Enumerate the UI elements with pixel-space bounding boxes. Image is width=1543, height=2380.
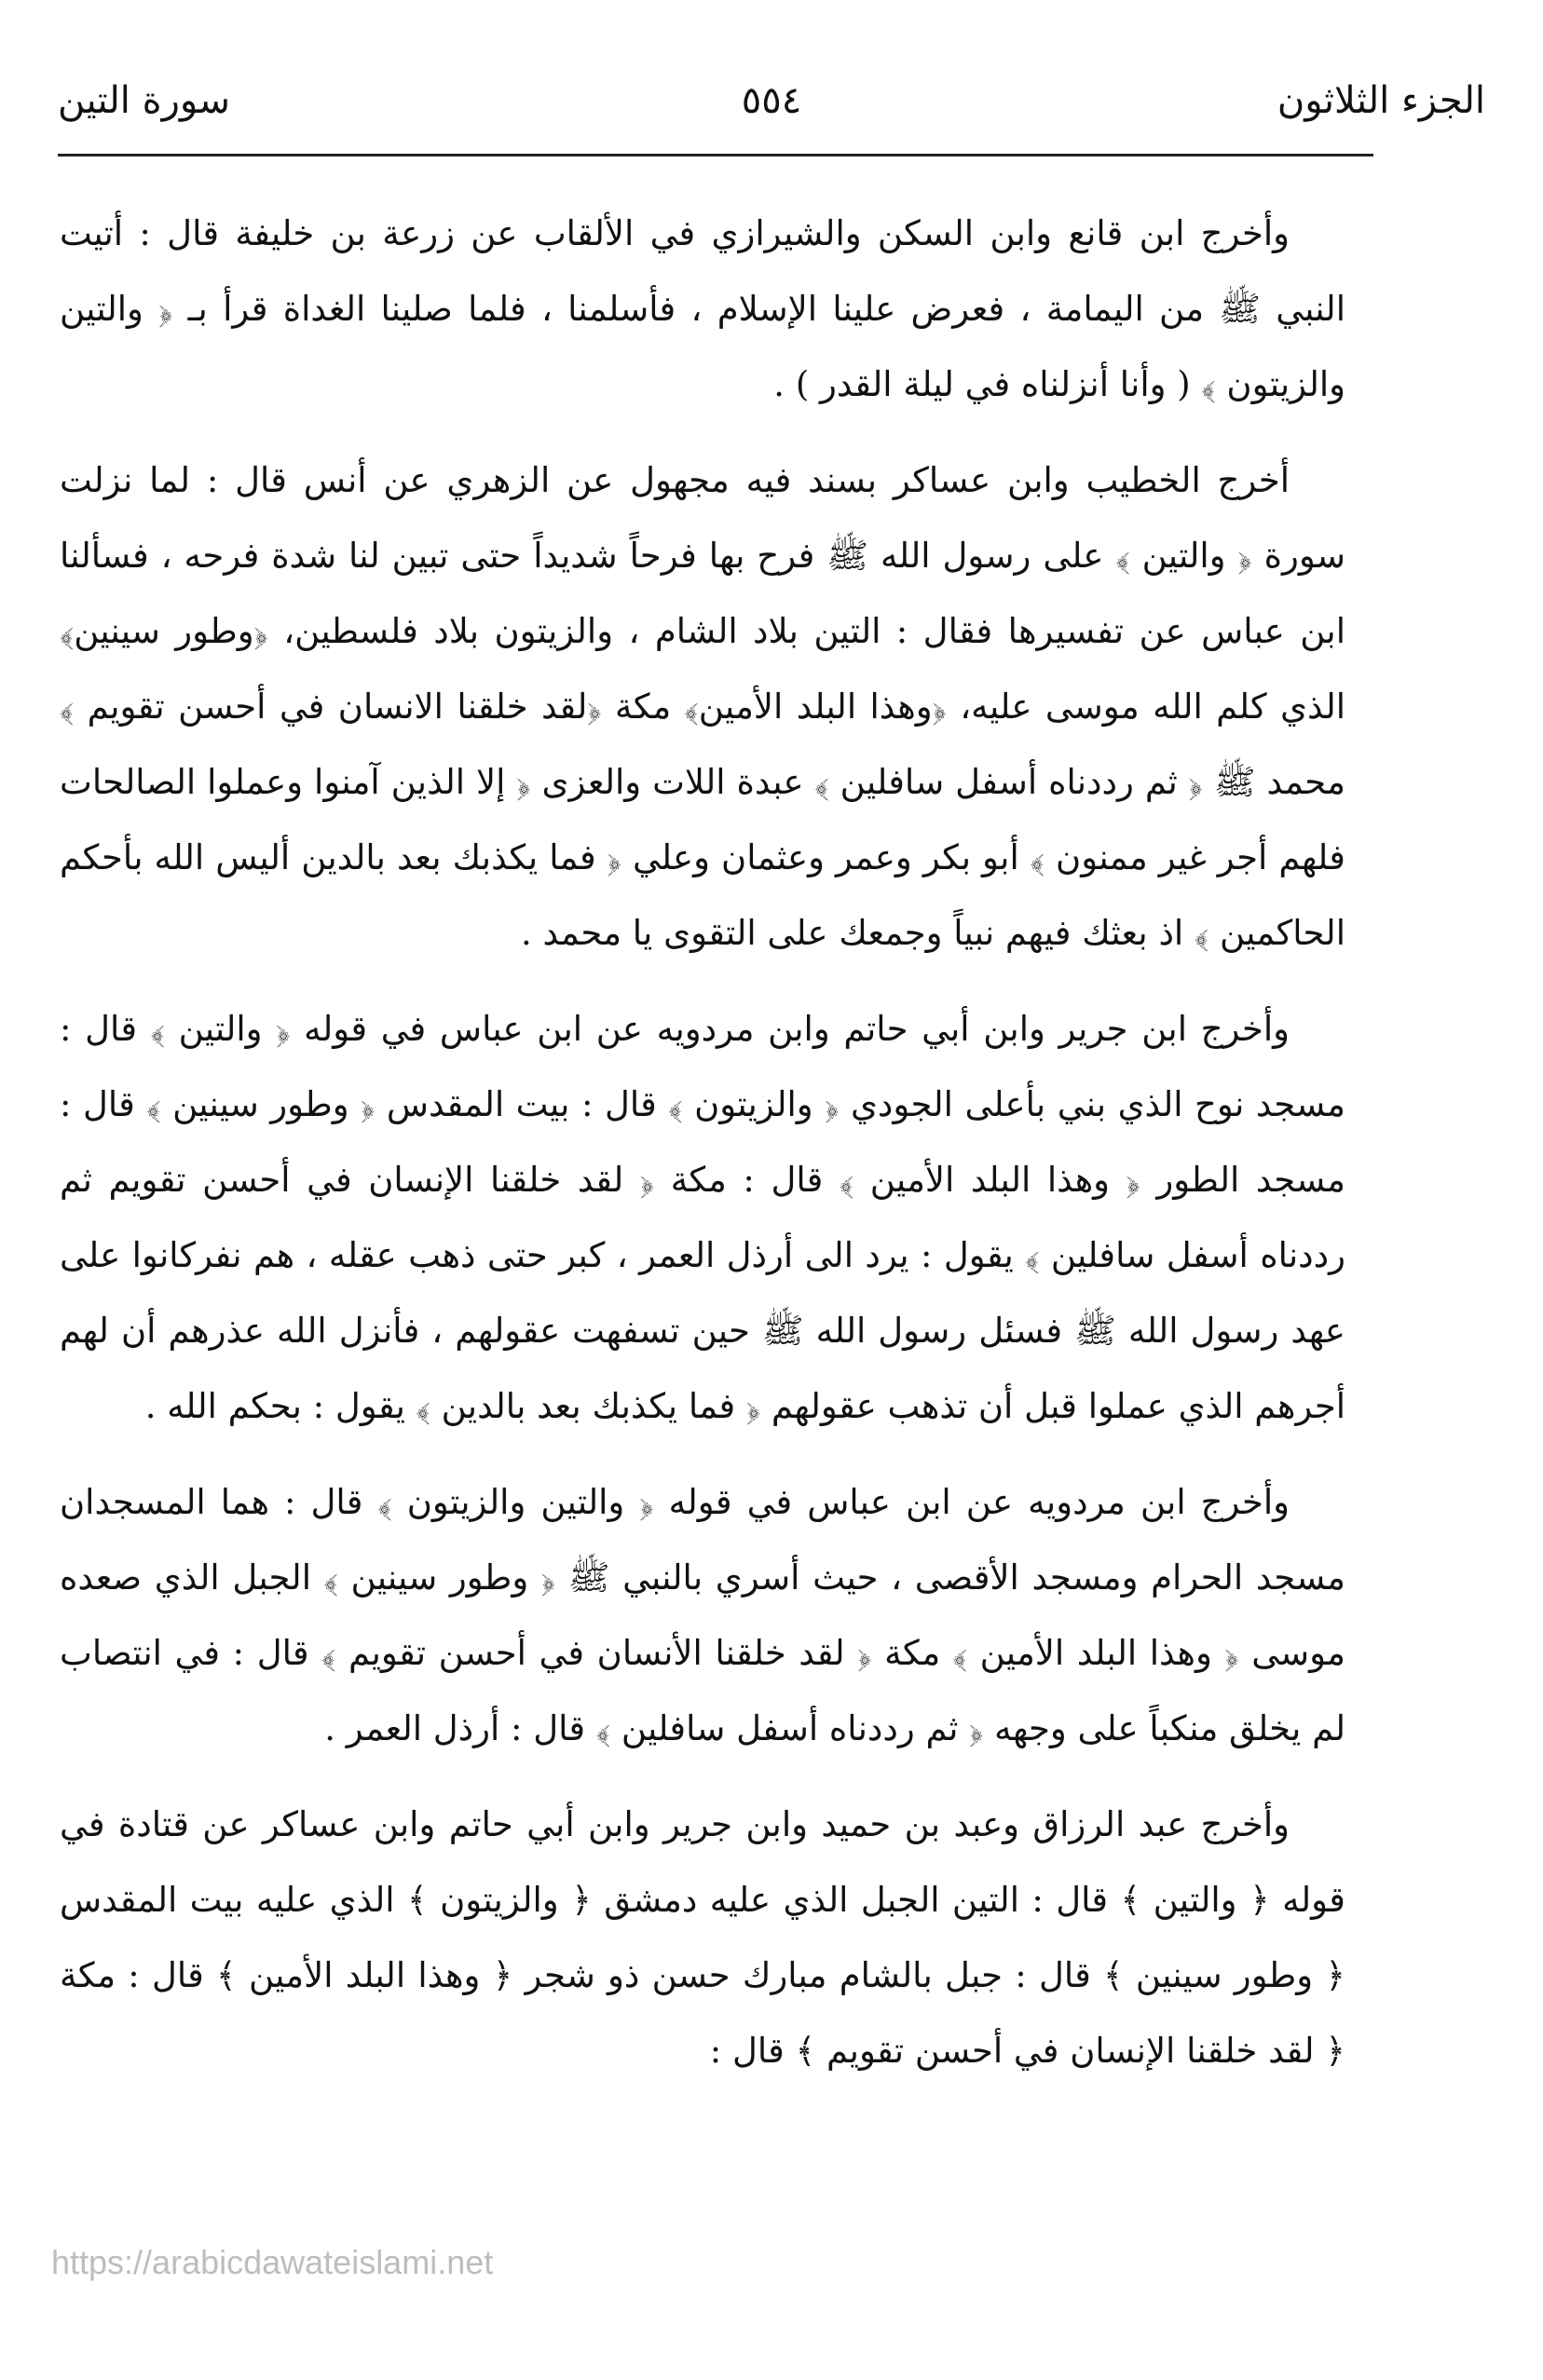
paragraph: وأخرج ابن مردويه عن ابن عباس في قوله ﴿ والتين والزيتون ﴾ قال : هما المسجدان مسجد الحرام ومسجد الأقصى ، حيث أسري بالنبي ﷺ ﴿ وطور سينين ﴾ الجبل الذي صعده موسى ﴿ وهذا البلد الأمين ﴾ مكة ﴿ لقد خلقنا الأنسان في أحسن تقويم ﴾ قال : في انتصاب لم يخلق منكباً على وجهه ﴿ ثم رددناه أسفل سافلين ﴾ قال : أرذل العمر . <box>60 1482 1345 1748</box>
paragraph: وأخرج عبد الرزاق وعبد بن حميد وابن جرير وابن أبي حاتم وابن عساكر عن قتادة في قوله ﴿ والتين ﴾ قال : التين الجبل الذي عليه دمشق ﴿ والزيتون ﴾ الذي عليه بيت المقدس ﴿ وطور سينين ﴾ قال : جبل بالشام مبارك حسن ذو شجر ﴿ وهذا البلد الأمين ﴾ قال : مكة ﴿ لقد خلقنا الإنسان في أحسن تقويم ﴾ قال : <box>60 1804 1345 2071</box>
page-number: ٥٥٤ <box>741 79 802 122</box>
paragraph: وأخرج ابن قانع وابن السكن والشيرازي في الألقاب عن زرعة بن خليفة قال : أتيت النبي ﷺ من اليمامة ، فعرض علينا الإسلام ، فأسلمنا ، فلما صلينا الغداة قرأ بـ ﴿ والتين والزيتون ﴾ ( وأنا أنزلناه في ليلة القدر ) . <box>60 213 1345 404</box>
paragraph: أخرج الخطيب وابن عساكر بسند فيه مجهول عن الزهري عن أنس قال : لما نزلت سورة ﴿ والتين ﴾ على رسول الله ﷺ فرح بها فرحاً شديداً حتى تبين لنا شدة فرحه ، فسألنا ابن عباس عن تفسيرها فقال : التين بلاد الشام ، والزيتون بلاد فلسطين، ﴿وطور سينين﴾ الذي كلم الله موسى عليه، ﴿وهذا البلد الأمين﴾ مكة ﴿لقد خلقنا الانسان في أحسن تقويم ﴾ محمد ﷺ ﴿ ثم رددناه أسفل سافلين ﴾ عبدة اللات والعزى ﴿ إلا الذين آمنوا وعملوا الصالحات فلهم أجر غير ممنون ﴾ أبو بكر وعمر وعثمان وعلي ﴿ فما يكذبك بعد بالدين أليس الله بأحكم الحاكمين ﴾ اذ بعثك فيهم نبياً وجمعك على التقوى يا محمد . <box>60 460 1345 953</box>
page-body <box>60 196 1345 2109</box>
watermark-url: https://arabicdawateislami.net <box>51 2243 494 2281</box>
part-title: الجزء الثلاثون <box>1277 79 1485 122</box>
header-divider <box>58 154 1373 156</box>
surah-title: سورة التين <box>58 79 231 122</box>
paragraph: وأخرج ابن جرير وابن أبي حاتم وابن مردويه عن ابن عباس في قوله ﴿ والتين ﴾ قال : مسجد نوح الذي بني بأعلى الجودي ﴿ والزيتون ﴾ قال : بيت المقدس ﴿ وطور سينين ﴾ قال : مسجد الطور ﴿ وهذا البلد الأمين ﴾ قال : مكة ﴿ لقد خلقنا الإنسان في أحسن تقويم ثم رددناه أسفل سافلين ﴾ يقول : يرد الى أرذل العمر ، كبر حتى ذهب عقله ، هم نفركانوا على عهد رسول الله ﷺ فسئل رسول الله ﷺ حين تسفهت عقولهم ، فأنزل الله عذرهم أن لهم أجرهم الذي عملوا قبل أن تذهب عقولهم ﴿ فما يكذبك بعد بالدين ﴾ يقول : بحكم الله . <box>60 1009 1345 1426</box>
page-header <box>58 73 1485 138</box>
